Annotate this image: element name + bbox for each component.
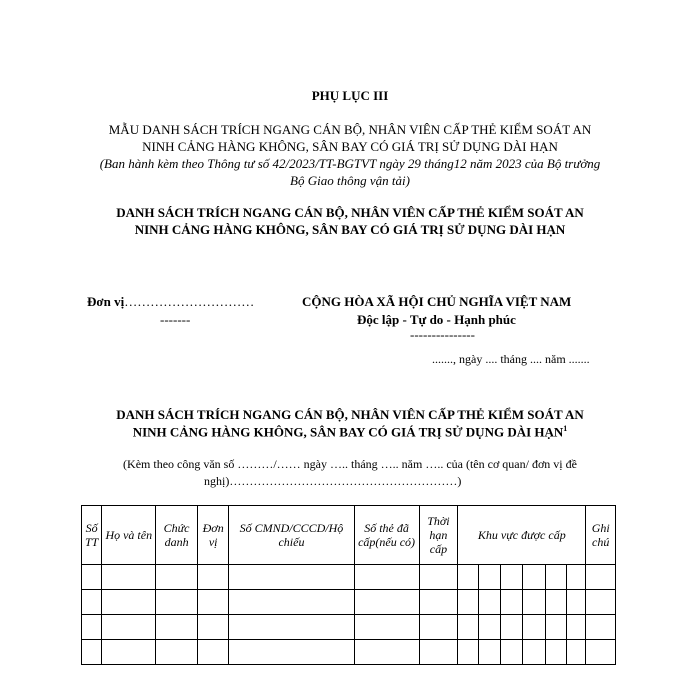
- header-validity: Thời hạn cấp: [419, 506, 458, 565]
- table-cell: [567, 565, 586, 590]
- issued-note-line-2: Bộ Giao thông vận tải): [290, 173, 410, 188]
- table-cell: [458, 565, 478, 590]
- table-cell: [500, 640, 522, 665]
- header-id-number: Số CMND/CCCD/Hộ chiếu: [229, 506, 354, 565]
- table-cell: [82, 615, 102, 640]
- table-cell: [478, 640, 500, 665]
- table-row: [82, 565, 616, 590]
- table-cell: [478, 565, 500, 590]
- table-cell: [419, 565, 458, 590]
- table-cell: [156, 565, 198, 590]
- table-cell: [523, 565, 545, 590]
- table-cell: [500, 565, 522, 590]
- table-cell: [500, 590, 522, 615]
- table-cell: [458, 590, 478, 615]
- table-cell: [523, 640, 545, 665]
- table-cell: [354, 590, 419, 615]
- table-cell: [458, 615, 478, 640]
- table-cell: [82, 565, 102, 590]
- table-cell: [567, 640, 586, 665]
- list-title-line-2: NINH CẢNG HÀNG KHÔNG, SÂN BAY CÓ GIÁ TRỊ SỬ DỤNG DÀI HẠN: [134, 222, 566, 237]
- table-cell: [478, 615, 500, 640]
- table-cell: [354, 615, 419, 640]
- table-cell: [229, 615, 354, 640]
- table-cell: [156, 590, 198, 615]
- header-name: Họ và tên: [102, 506, 156, 565]
- date-line: ......., ngày .... tháng .... năm .......: [432, 352, 590, 366]
- unit-dots: …………………………: [124, 294, 255, 309]
- table-cell: [197, 615, 229, 640]
- table-cell: [156, 640, 198, 665]
- header-unit: Đơn vị: [197, 506, 229, 565]
- table-cell: [545, 615, 566, 640]
- issued-note-line-1: (Ban hành kèm theo Thông tư số 42/2023/TT-BGTVT ngày 29 tháng12 năm 2023 của Bộ trưởng: [99, 156, 601, 171]
- form-title-line-1: MẪU DANH SÁCH TRÍCH NGANG CÁN BỘ, NHÂN VIÊN CẤP THẺ KIỂM SOÁT AN: [108, 122, 592, 137]
- header-zones: Khu vực được cấp: [458, 506, 586, 565]
- table-cell: [567, 590, 586, 615]
- attached-note-line-1: (Kèm theo công văn số ………/…… ngày ….. tháng ….. năm ….. của (tên cơ quan/ đơn vị đề: [123, 457, 577, 471]
- table-cell: [102, 565, 156, 590]
- table-cell: [82, 640, 102, 665]
- table-cell: [419, 615, 458, 640]
- table-cell: [197, 565, 229, 590]
- header-no: Số TT: [82, 506, 102, 565]
- table-cell: [458, 640, 478, 665]
- table-cell: [500, 615, 522, 640]
- list-title-2-text: NINH CẢNG HÀNG KHÔNG, SÂN BAY CÓ GIÁ TRỊ SỬ DỤNG DÀI HẠN: [132, 424, 564, 440]
- form-title-line-2: NINH CẢNG HÀNG KHÔNG, SÂN BAY CÓ GIÁ TRỊ SỬ DỤNG DÀI HẠN: [142, 139, 558, 154]
- table-cell: [102, 615, 156, 640]
- table-cell: [567, 615, 586, 640]
- table-cell: [545, 565, 566, 590]
- table-cell: [419, 640, 458, 665]
- republic-heading: CỘNG HÒA XÃ HỘI CHỦ NGHĨA VIỆT NAM: [302, 294, 572, 309]
- table-row: [82, 590, 616, 615]
- motto-dash: ---------------: [410, 327, 475, 342]
- table-cell: [586, 590, 616, 615]
- table-cell: [478, 590, 500, 615]
- table-cell: [545, 640, 566, 665]
- table-cell: [229, 590, 354, 615]
- table-cell: [419, 590, 458, 615]
- table-cell: [156, 615, 198, 640]
- table-cell: [197, 640, 229, 665]
- appendix-label: PHỤ LỤC III: [311, 88, 389, 103]
- table-cell: [586, 565, 616, 590]
- table-cell: [545, 590, 566, 615]
- table-cell: [82, 590, 102, 615]
- footnote-marker: 1: [563, 424, 568, 433]
- table-cell: [102, 640, 156, 665]
- table-cell: [586, 615, 616, 640]
- header-position: Chức danh: [156, 506, 198, 565]
- table-cell: [197, 590, 229, 615]
- unit-dash: -------: [160, 312, 191, 327]
- table-cell: [102, 590, 156, 615]
- table-cell: [523, 590, 545, 615]
- table-cell: [523, 615, 545, 640]
- unit-line: [87, 294, 254, 310]
- list-title-2-line-1: DANH SÁCH TRÍCH NGANG CÁN BỘ, NHÂN VIÊN CẤP THẺ KIỂM SOÁT AN: [116, 407, 584, 422]
- header-card-number: Số thẻ đã cấp(nếu có): [354, 506, 419, 565]
- table-cell: [354, 565, 419, 590]
- motto: Độc lập - Tự do - Hạnh phúc: [357, 312, 516, 327]
- attached-note-line-2: nghị)…………………………………………………): [204, 474, 462, 488]
- table-row: [82, 615, 616, 640]
- staff-list-table: [81, 505, 616, 665]
- header-notes: Ghi chú: [586, 506, 616, 565]
- unit-label: Đơn vị: [87, 294, 125, 309]
- table-row: [82, 640, 616, 665]
- table-cell: [229, 640, 354, 665]
- list-title-2-line-2: [0, 424, 700, 440]
- table-cell: [586, 640, 616, 665]
- list-title-line-1: DANH SÁCH TRÍCH NGANG CÁN BỘ, NHÂN VIÊN CẤP THẺ KIỂM SOÁT AN: [116, 205, 584, 220]
- table-body: [82, 565, 616, 665]
- table-cell: [354, 640, 419, 665]
- table-cell: [229, 565, 354, 590]
- table-header-row: [82, 506, 616, 565]
